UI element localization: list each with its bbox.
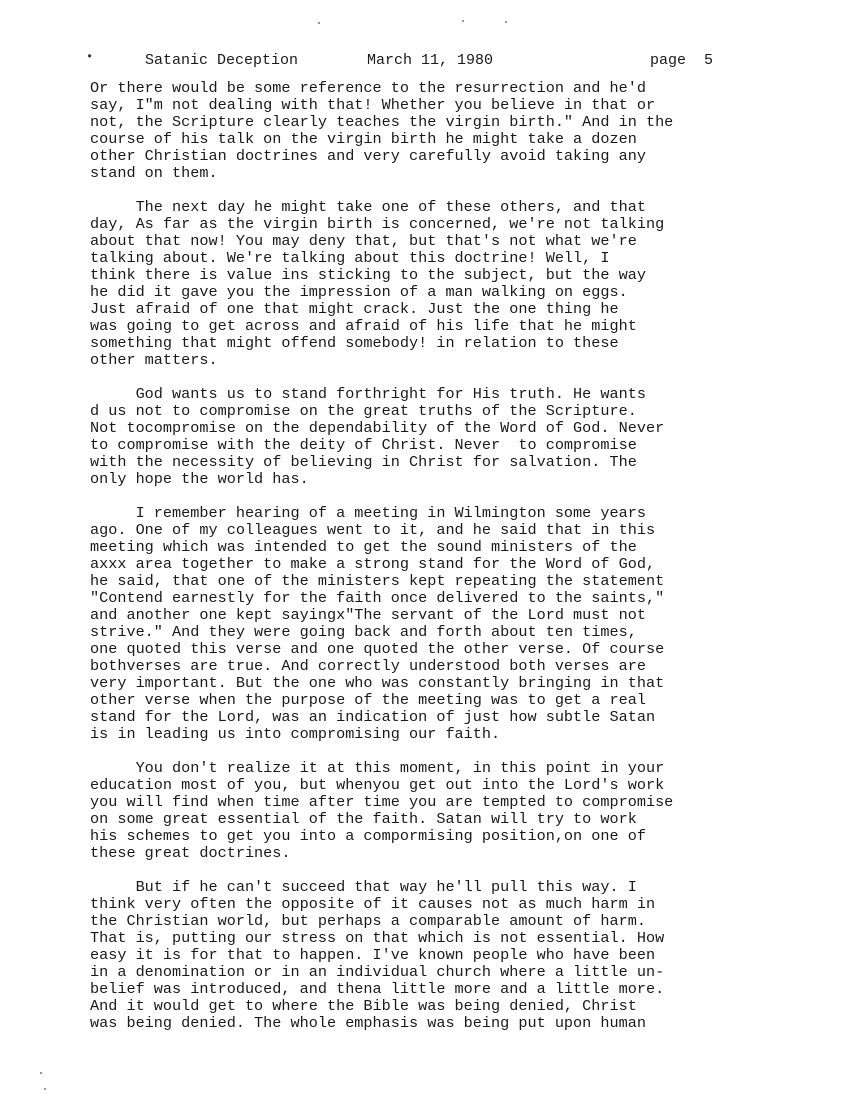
text-line: only hope the world has. xyxy=(90,470,309,488)
text-line: his schemes to get you into a compormising position,on one of xyxy=(90,827,646,845)
paragraph-gap xyxy=(90,488,790,505)
paragraph-gap xyxy=(90,743,790,760)
text-line: Not tocompromise on the dependability of the Word of God. Never xyxy=(90,419,665,437)
page-header xyxy=(145,52,725,72)
scan-speck xyxy=(318,22,320,24)
text-line: other matters. xyxy=(90,351,218,369)
text-line: d us not to compromise on the great truths of the Scripture. xyxy=(90,402,637,420)
text-line: with the necessity of believing in Christ for salvation. The xyxy=(90,453,637,471)
text-line: in a denomination or in an individual church where a little un- xyxy=(90,963,665,981)
paragraph xyxy=(90,80,790,182)
paragraph xyxy=(90,879,790,1032)
text-line: course of his talk on the virgin birth he might take a dozen xyxy=(90,130,637,148)
text-line: belief was introduced, and thena little more and a little more. xyxy=(90,980,665,998)
paragraph-gap xyxy=(90,182,790,199)
paragraph xyxy=(90,760,790,862)
text-line: one quoted this verse and one quoted the other verse. Of course xyxy=(90,640,665,658)
paragraph xyxy=(90,505,790,743)
text-line: think there is value ins sticking to the subject, but the way xyxy=(90,266,646,284)
text-line: these great doctrines. xyxy=(90,844,291,862)
text-line: And it would get to where the Bible was being denied, Christ xyxy=(90,997,637,1015)
header-date: March 11, 1980 xyxy=(367,52,494,69)
scan-speck xyxy=(462,20,464,22)
text-line: Or there would be some reference to the resurrection and he'd xyxy=(90,79,646,97)
text-line: say, I"m not dealing with that! Whether you believe in that or xyxy=(90,96,656,114)
scan-speck xyxy=(44,1088,46,1090)
text-line: on some great essential of the faith. Satan will try to work xyxy=(90,810,637,828)
scan-speck xyxy=(505,21,507,23)
text-line: think very often the opposite of it causes not as much harm in xyxy=(90,895,656,913)
text-line: easy it is for that to happen. I've known people who have been xyxy=(90,946,656,964)
text-line: to compromise with the deity of Christ. Never to compromise xyxy=(90,436,637,454)
text-line: other Christian doctrines and very carefully avoid taking any xyxy=(90,147,646,165)
text-line: You don't realize it at this moment, in this point in your xyxy=(90,759,665,777)
text-line: and another one kept sayingx"The servant of the Lord must not xyxy=(90,606,646,624)
paragraph-gap xyxy=(90,862,790,879)
text-line: the Christian world, but perhaps a comparable amount of harm. xyxy=(90,912,646,930)
header-title: Satanic Deception xyxy=(145,52,299,69)
text-line: he said, that one of the ministers kept repeating the statement xyxy=(90,572,665,590)
paragraph-gap xyxy=(90,369,790,386)
text-line: education most of you, but whenyou get out into the Lord's work xyxy=(90,776,665,794)
text-line: was going to get across and afraid of his life that he might xyxy=(90,317,637,335)
body-text xyxy=(90,80,790,1032)
text-line: you will find when time after time you are tempted to compromise xyxy=(90,793,674,811)
scan-speck xyxy=(40,1072,42,1074)
text-line: stand on them. xyxy=(90,164,218,182)
text-line: The next day he might take one of these others, and that xyxy=(90,198,646,216)
text-line: talking about. We're talking about this doctrine! Well, I xyxy=(90,249,610,267)
text-line: he did it gave you the impression of a man walking on eggs. xyxy=(90,283,628,301)
text-line: axxx area together to make a strong stand for the Word of God, xyxy=(90,555,656,573)
text-line: other verse when the purpose of the meeting was to get a real xyxy=(90,691,646,709)
paragraph xyxy=(90,199,790,369)
text-line: "Contend earnestly for the faith once delivered to the saints," xyxy=(90,589,665,607)
text-line: ago. One of my colleagues went to it, and he said that in this xyxy=(90,521,656,539)
text-line: stand for the Lord, was an indication of just how subtle Satan xyxy=(90,708,656,726)
text-line: not, the Scripture clearly teaches the virgin birth." And in the xyxy=(90,113,674,131)
text-line: something that might offend somebody! in relation to these xyxy=(90,334,619,352)
stray-mark: • xyxy=(86,50,94,64)
text-line: meeting which was intended to get the sound ministers of the xyxy=(90,538,637,556)
text-line: God wants us to stand forthright for His truth. He wants xyxy=(90,385,646,403)
text-line: Just afraid of one that might crack. Just the one thing he xyxy=(90,300,619,318)
header-page-number: page 5 xyxy=(650,52,714,69)
text-line: bothverses are true. And correctly understood both verses are xyxy=(90,657,646,675)
text-line: But if he can't succeed that way he'll pull this way. I xyxy=(90,878,637,896)
text-line: day, As far as the virgin birth is concerned, we're not talking xyxy=(90,215,665,233)
text-line: about that now! You may deny that, but that's not what we're xyxy=(90,232,637,250)
text-line: very important. But the one who was constantly bringing in that xyxy=(90,674,665,692)
text-line: is in leading us into compromising our faith. xyxy=(90,725,501,743)
text-line: I remember hearing of a meeting in Wilmington some years xyxy=(90,504,646,522)
text-line: was being denied. The whole emphasis was being put upon human xyxy=(90,1014,646,1032)
paragraph xyxy=(90,386,790,488)
text-line: strive." And they were going back and forth about ten times, xyxy=(90,623,637,641)
text-line: That is, putting our stress on that which is not essential. How xyxy=(90,929,665,947)
